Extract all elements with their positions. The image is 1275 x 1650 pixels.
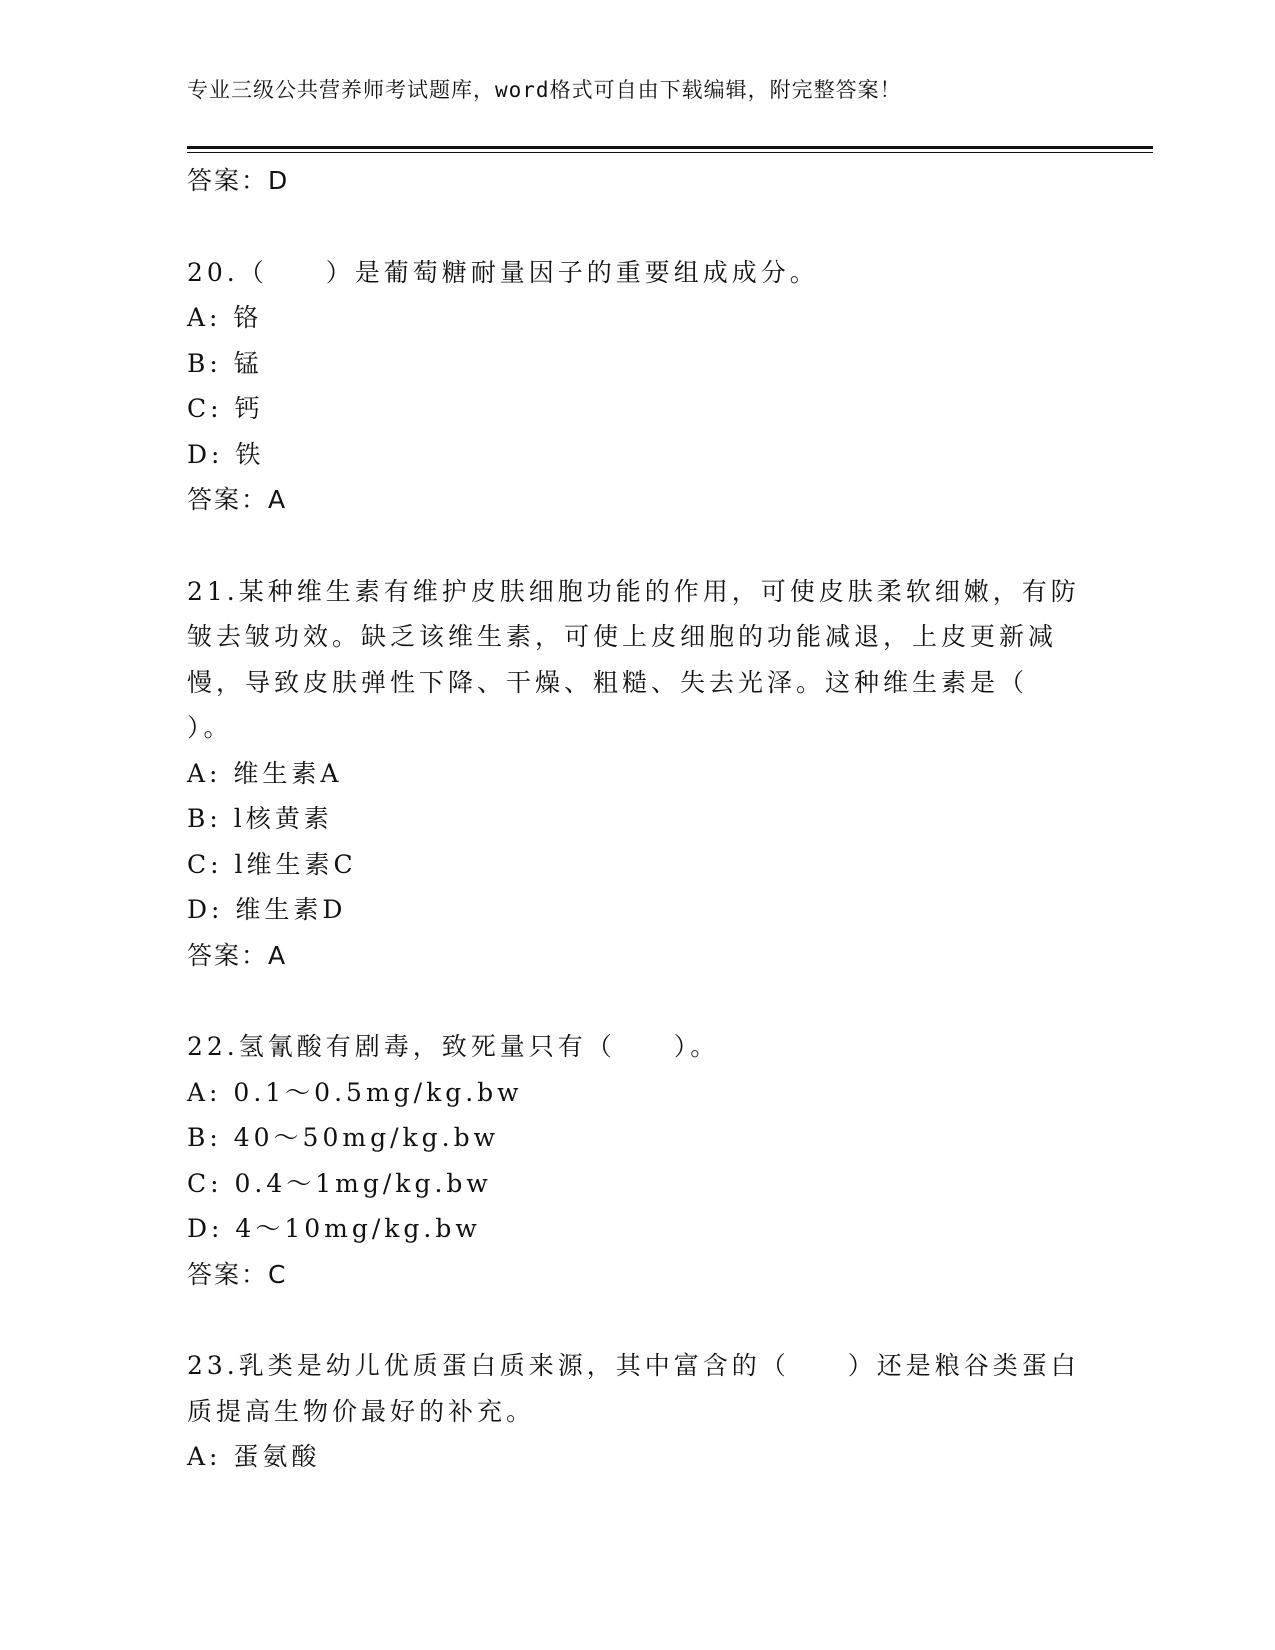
option-a: A: 维生素A xyxy=(187,758,343,788)
question-stem: ）。 xyxy=(187,713,233,742)
question-stem: 22.氢氰酸有剧毒，致死量只有（ ）。 xyxy=(187,1032,720,1061)
option-d: D: 维生素D xyxy=(187,895,347,924)
option-a: A: 蛋氨酸 xyxy=(187,1442,321,1471)
question-stem: 皱去皱功效。缺乏该维生素，可使上皮细胞的功能减退，上皮更新减 xyxy=(187,622,1058,651)
option-c: C: 0.4～1mg/kg.bw xyxy=(187,1168,492,1198)
option-b: B: 锰 xyxy=(187,348,263,378)
option-b: B: l核黄素 xyxy=(187,804,333,833)
question-23 xyxy=(187,1343,1087,1480)
answer-line: 答案：A xyxy=(187,940,288,970)
answer-line: 答案：A xyxy=(187,485,288,514)
question-stem: 21.某种维生素有维护皮肤细胞功能的作用，可使皮肤柔软细嫩，有防 xyxy=(187,576,1080,606)
question-stem: 20.（ ）是葡萄糖耐量因子的重要组成成分。 xyxy=(187,257,819,287)
header-divider xyxy=(187,146,1153,153)
option-a: A: 铬 xyxy=(187,303,263,332)
question-stem: 慢，导致皮肤弹性下降、干燥、粗糙、失去光泽。这种维生素是（ xyxy=(187,667,1029,697)
option-a: A: 0.1～0.5mg/kg.bw xyxy=(187,1077,523,1107)
question-21 xyxy=(187,569,1087,979)
answer-line: 答案：C xyxy=(187,1259,288,1289)
option-c: C: 钙 xyxy=(187,394,264,423)
option-d: D: 4～10mg/kg.bw xyxy=(187,1214,481,1243)
option-d: D: 铁 xyxy=(187,439,265,469)
question-stem: 23.乳类是幼儿优质蛋白质来源，其中富含的（ ）还是粮谷类蛋白 xyxy=(187,1351,1080,1380)
question-stem: 质提高生物价最好的补充。 xyxy=(187,1396,536,1426)
document-body xyxy=(187,158,1087,1480)
question-22 xyxy=(187,1024,1087,1297)
question-20 xyxy=(187,250,1087,523)
page-header: 专业三级公共营养师考试题库，word格式可自由下载编辑，附完整答案！ xyxy=(187,78,902,102)
answer-line: 答案：D xyxy=(187,166,290,195)
option-c: C: l维生素C xyxy=(187,849,357,879)
option-b: B: 40～50mg/kg.bw xyxy=(187,1123,499,1152)
